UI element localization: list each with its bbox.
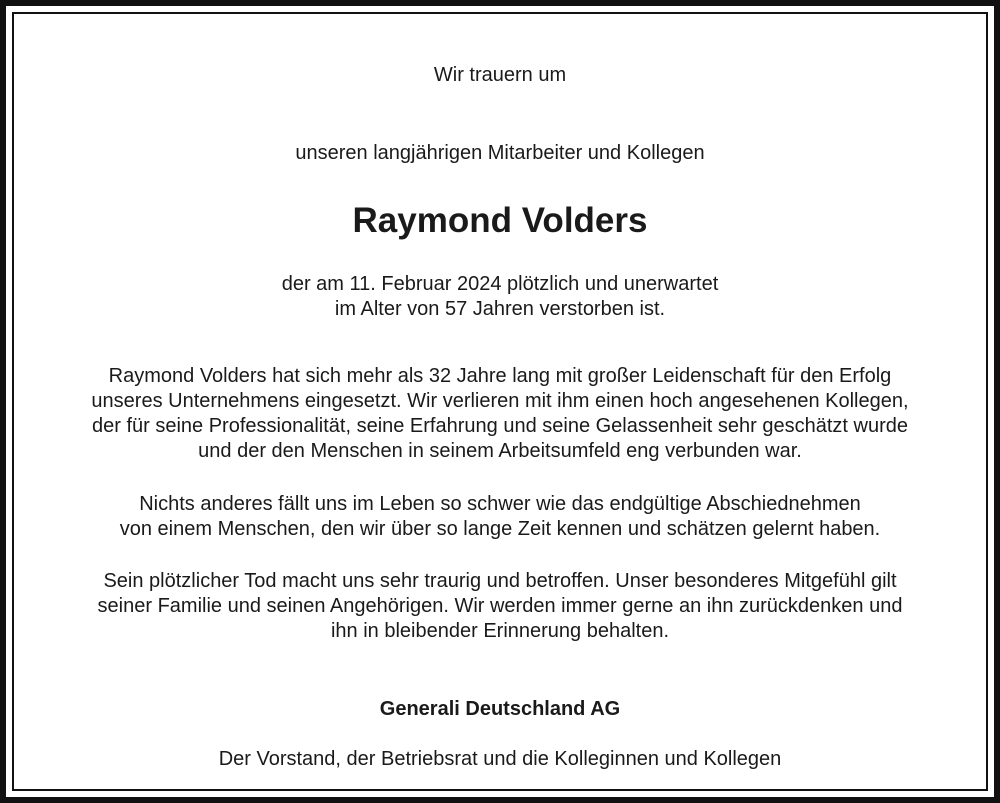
death-line-2: im Alter von 57 Jahren verstorben ist. — [334, 298, 666, 320]
paragraph1-line-3: der für seine Professionalität, seine Erfahrung und seine Gelassenheit sehr geschätzt wurde — [91, 415, 909, 437]
deceased-name: Raymond Volders — [352, 201, 648, 240]
death-line-1: der am 11. Februar 2024 plötzlich und unerwartet — [281, 273, 719, 295]
paragraph1-line-4: und der den Menschen in seinem Arbeitsumfeld eng verbunden war. — [198, 440, 802, 462]
signatories-text: Der Vorstand, der Betriebsrat und die Kolleginnen und Kollegen — [218, 748, 782, 770]
paragraph2-line-1: Nichts anderes fällt uns im Leben so schwer wie das endgültige Abschiednehmen — [139, 493, 861, 515]
paragraph1-line-1: Raymond Volders hat sich mehr als 32 Jahre lang mit großer Leidenschaft für den Erfolg — [108, 365, 892, 387]
paragraph3-line-2: seiner Familie und seinen Angehörigen. Wir werden immer gerne an ihn zurückdenken und — [97, 595, 903, 617]
paragraph1-line-2: unseres Unternehmens eingesetzt. Wir verlieren mit ihm einen hoch angesehenen Kollegen, — [91, 390, 909, 412]
relation-text: unseren langjährigen Mitarbeiter und Kollegen — [295, 142, 705, 164]
paragraph3-line-1: Sein plötzlicher Tod macht uns sehr traurig und betroffen. Unser besonderes Mitgefühl gilt — [103, 570, 897, 592]
company-name: Generali Deutschland AG — [379, 698, 621, 720]
intro-text: Wir trauern um — [433, 64, 567, 86]
paragraph2-line-2: von einem Menschen, den wir über so lange Zeit kennen und schätzen gelernt haben. — [119, 518, 881, 540]
paragraph3-line-3: ihn in bleibender Erinnerung behalten. — [330, 620, 670, 642]
